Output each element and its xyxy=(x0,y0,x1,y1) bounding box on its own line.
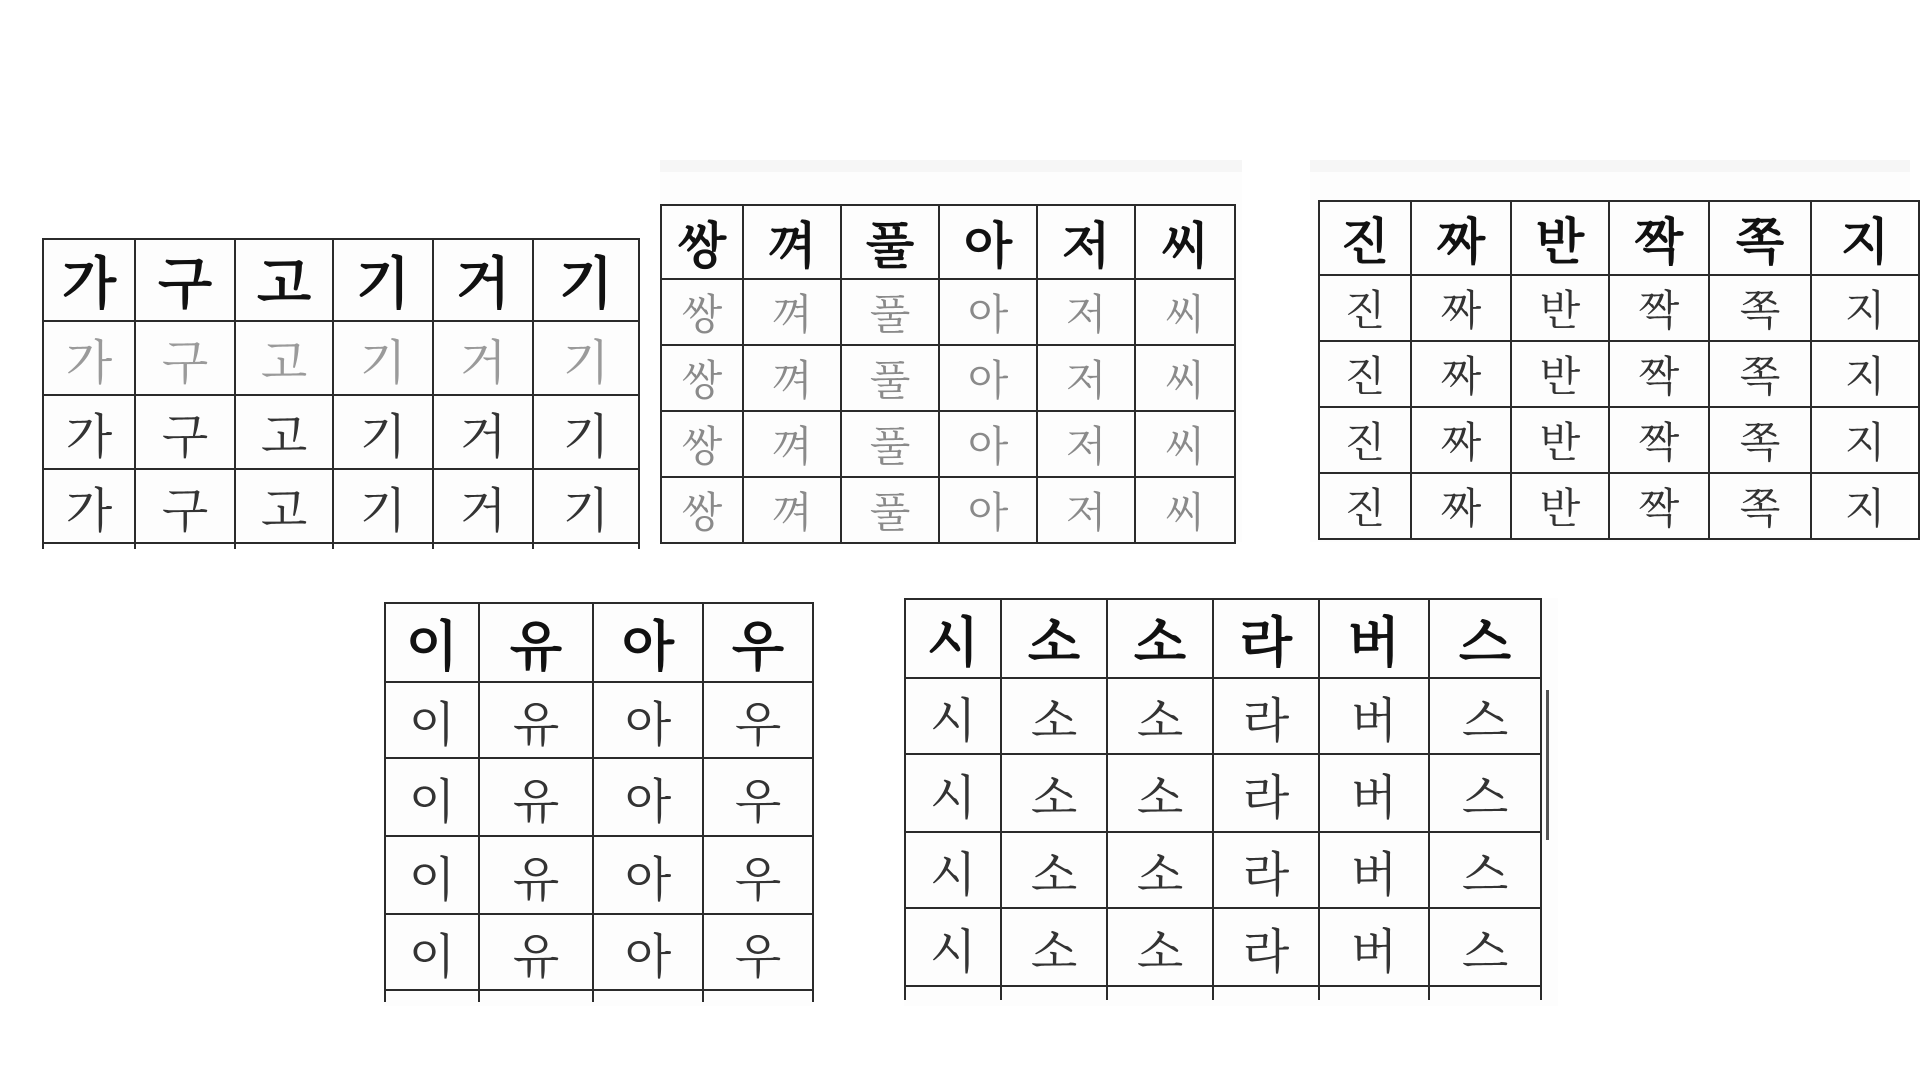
practice-syllable: 껴 xyxy=(743,279,841,345)
practice-syllable: 스 xyxy=(1429,678,1541,754)
worksheet-1 xyxy=(42,238,638,540)
header-syllable: 짜 xyxy=(1411,201,1511,275)
practice-row xyxy=(1319,473,1919,539)
practice-syllable: 아 xyxy=(939,345,1037,411)
practice-syllable: 저 xyxy=(1037,411,1135,477)
practice-syllable: 짜 xyxy=(1411,473,1511,539)
practice-grid-1 xyxy=(42,238,640,549)
practice-syllable: 반 xyxy=(1511,275,1609,341)
practice-syllable: 아 xyxy=(939,411,1037,477)
practice-grid-2 xyxy=(660,204,1236,544)
header-syllable: 소 xyxy=(1001,599,1107,678)
practice-syllable: 기 xyxy=(533,395,639,469)
header-syllable: 유 xyxy=(479,603,593,682)
header-syllable: 풀 xyxy=(841,205,939,279)
header-syllable: 쌍 xyxy=(661,205,743,279)
practice-syllable: 유 xyxy=(479,758,593,836)
practice-syllable: 유 xyxy=(479,836,593,914)
practice-syllable: 쪽 xyxy=(1709,341,1811,407)
practice-row xyxy=(905,908,1541,986)
worksheet-3 xyxy=(1310,160,1910,542)
worksheet-4 xyxy=(384,602,812,1006)
practice-syllable: 쌍 xyxy=(661,411,743,477)
practice-syllable: 진 xyxy=(1319,473,1411,539)
practice-syllable: 짝 xyxy=(1609,275,1709,341)
practice-syllable: 껴 xyxy=(743,345,841,411)
practice-syllable: 구 xyxy=(135,395,235,469)
practice-syllable: 소 xyxy=(1107,908,1213,986)
practice-row xyxy=(905,832,1541,908)
header-syllable: 구 xyxy=(135,239,235,321)
practice-syllable: 쌍 xyxy=(661,477,743,543)
header-syllable: 이 xyxy=(385,603,479,682)
header-syllable: 쪽 xyxy=(1709,201,1811,275)
header-syllable: 씨 xyxy=(1135,205,1235,279)
practice-syllable: 아 xyxy=(939,279,1037,345)
practice-row xyxy=(661,345,1235,411)
practice-syllable: 짜 xyxy=(1411,341,1511,407)
practice-syllable: 아 xyxy=(939,477,1037,543)
header-syllable: 가 xyxy=(43,239,135,321)
practice-syllable: 쪽 xyxy=(1709,473,1811,539)
practice-syllable: 고 xyxy=(235,395,333,469)
header-syllable: 고 xyxy=(235,239,333,321)
practice-syllable: 시 xyxy=(905,908,1001,986)
practice-syllable: 우 xyxy=(703,914,813,990)
practice-syllable: 기 xyxy=(533,469,639,543)
practice-syllable: 거 xyxy=(433,321,533,395)
practice-syllable: 씨 xyxy=(1135,279,1235,345)
practice-syllable: 소 xyxy=(1107,678,1213,754)
practice-syllable: 풀 xyxy=(841,411,939,477)
practice-syllable: 기 xyxy=(533,321,639,395)
practice-grid-4 xyxy=(384,602,814,1002)
practice-row xyxy=(43,395,639,469)
header-syllable: 스 xyxy=(1429,599,1541,678)
header-syllable: 소 xyxy=(1107,599,1213,678)
practice-row xyxy=(661,279,1235,345)
header-syllable: 거 xyxy=(433,239,533,321)
practice-grid-5 xyxy=(904,598,1542,1000)
practice-syllable: 풀 xyxy=(841,345,939,411)
practice-syllable: 진 xyxy=(1319,341,1411,407)
practice-syllable: 가 xyxy=(43,469,135,543)
practice-syllable: 짝 xyxy=(1609,341,1709,407)
cut-row xyxy=(905,986,1541,1000)
practice-syllable: 쪽 xyxy=(1709,407,1811,473)
practice-syllable: 라 xyxy=(1213,832,1319,908)
header-row xyxy=(1319,201,1919,275)
header-syllable: 라 xyxy=(1213,599,1319,678)
practice-syllable: 버 xyxy=(1319,832,1429,908)
header-row xyxy=(385,603,813,682)
practice-syllable: 버 xyxy=(1319,754,1429,832)
worksheet-5 xyxy=(904,598,1558,1006)
practice-syllable: 라 xyxy=(1213,754,1319,832)
practice-syllable: 씨 xyxy=(1135,345,1235,411)
practice-syllable: 씨 xyxy=(1135,477,1235,543)
practice-row xyxy=(1319,407,1919,473)
practice-syllable: 기 xyxy=(333,321,433,395)
practice-syllable: 짜 xyxy=(1411,407,1511,473)
header-syllable: 짝 xyxy=(1609,201,1709,275)
practice-row xyxy=(1319,341,1919,407)
header-syllable: 진 xyxy=(1319,201,1411,275)
practice-syllable: 우 xyxy=(703,758,813,836)
practice-syllable: 우 xyxy=(703,836,813,914)
practice-syllable: 거 xyxy=(433,469,533,543)
practice-syllable: 저 xyxy=(1037,279,1135,345)
worksheet-2 xyxy=(660,160,1242,542)
practice-syllable: 아 xyxy=(593,914,703,990)
practice-row xyxy=(905,678,1541,754)
practice-syllable: 껴 xyxy=(743,411,841,477)
practice-syllable: 시 xyxy=(905,678,1001,754)
practice-syllable: 소 xyxy=(1107,754,1213,832)
practice-grid-3 xyxy=(1318,200,1920,540)
practice-syllable: 지 xyxy=(1811,473,1919,539)
practice-syllable: 소 xyxy=(1001,832,1107,908)
practice-row xyxy=(43,469,639,543)
practice-syllable: 버 xyxy=(1319,908,1429,986)
practice-row xyxy=(385,836,813,914)
practice-syllable: 씨 xyxy=(1135,411,1235,477)
header-syllable: 껴 xyxy=(743,205,841,279)
practice-syllable: 우 xyxy=(703,682,813,758)
practice-syllable: 기 xyxy=(333,395,433,469)
practice-row xyxy=(1319,275,1919,341)
practice-syllable: 이 xyxy=(385,914,479,990)
practice-syllable: 반 xyxy=(1511,341,1609,407)
header-row xyxy=(43,239,639,321)
practice-syllable: 반 xyxy=(1511,473,1609,539)
practice-syllable: 지 xyxy=(1811,341,1919,407)
practice-row xyxy=(385,758,813,836)
practice-syllable: 반 xyxy=(1511,407,1609,473)
practice-syllable: 이 xyxy=(385,682,479,758)
practice-syllable: 쪽 xyxy=(1709,275,1811,341)
practice-syllable: 기 xyxy=(333,469,433,543)
practice-row xyxy=(661,411,1235,477)
practice-syllable: 짝 xyxy=(1609,473,1709,539)
practice-syllable: 쌍 xyxy=(661,279,743,345)
practice-row xyxy=(661,477,1235,543)
practice-row xyxy=(905,754,1541,832)
cut-row xyxy=(385,990,813,1002)
practice-syllable: 구 xyxy=(135,469,235,543)
practice-syllable: 유 xyxy=(479,914,593,990)
practice-syllable: 풀 xyxy=(841,477,939,543)
practice-syllable: 고 xyxy=(235,321,333,395)
practice-syllable: 저 xyxy=(1037,345,1135,411)
paper-edge-mark xyxy=(1546,690,1549,840)
practice-syllable: 소 xyxy=(1001,678,1107,754)
practice-syllable: 아 xyxy=(593,682,703,758)
header-syllable: 저 xyxy=(1037,205,1135,279)
practice-row xyxy=(43,321,639,395)
practice-syllable: 버 xyxy=(1319,678,1429,754)
header-syllable: 기 xyxy=(333,239,433,321)
header-syllable: 아 xyxy=(593,603,703,682)
header-row xyxy=(905,599,1541,678)
practice-syllable: 유 xyxy=(479,682,593,758)
header-syllable: 기 xyxy=(533,239,639,321)
header-syllable: 아 xyxy=(939,205,1037,279)
practice-syllable: 가 xyxy=(43,395,135,469)
practice-syllable: 아 xyxy=(593,836,703,914)
practice-syllable: 라 xyxy=(1213,908,1319,986)
practice-row xyxy=(385,914,813,990)
practice-syllable: 거 xyxy=(433,395,533,469)
practice-syllable: 스 xyxy=(1429,832,1541,908)
practice-syllable: 이 xyxy=(385,758,479,836)
header-syllable: 버 xyxy=(1319,599,1429,678)
practice-syllable: 가 xyxy=(43,321,135,395)
practice-syllable: 스 xyxy=(1429,754,1541,832)
practice-syllable: 소 xyxy=(1001,908,1107,986)
practice-syllable: 지 xyxy=(1811,407,1919,473)
practice-syllable: 지 xyxy=(1811,275,1919,341)
practice-syllable: 라 xyxy=(1213,678,1319,754)
practice-syllable: 짝 xyxy=(1609,407,1709,473)
practice-syllable: 짜 xyxy=(1411,275,1511,341)
header-syllable: 지 xyxy=(1811,201,1919,275)
practice-syllable: 스 xyxy=(1429,908,1541,986)
practice-syllable: 구 xyxy=(135,321,235,395)
header-syllable: 우 xyxy=(703,603,813,682)
cut-row xyxy=(43,543,639,549)
practice-syllable: 진 xyxy=(1319,275,1411,341)
practice-syllable: 소 xyxy=(1001,754,1107,832)
practice-syllable: 쌍 xyxy=(661,345,743,411)
practice-syllable: 고 xyxy=(235,469,333,543)
header-syllable: 시 xyxy=(905,599,1001,678)
practice-syllable: 시 xyxy=(905,832,1001,908)
practice-syllable: 진 xyxy=(1319,407,1411,473)
practice-syllable: 저 xyxy=(1037,477,1135,543)
practice-syllable: 풀 xyxy=(841,279,939,345)
practice-row xyxy=(385,682,813,758)
practice-syllable: 소 xyxy=(1107,832,1213,908)
header-syllable: 반 xyxy=(1511,201,1609,275)
header-row xyxy=(661,205,1235,279)
practice-syllable: 시 xyxy=(905,754,1001,832)
practice-syllable: 이 xyxy=(385,836,479,914)
practice-syllable: 아 xyxy=(593,758,703,836)
practice-syllable: 껴 xyxy=(743,477,841,543)
